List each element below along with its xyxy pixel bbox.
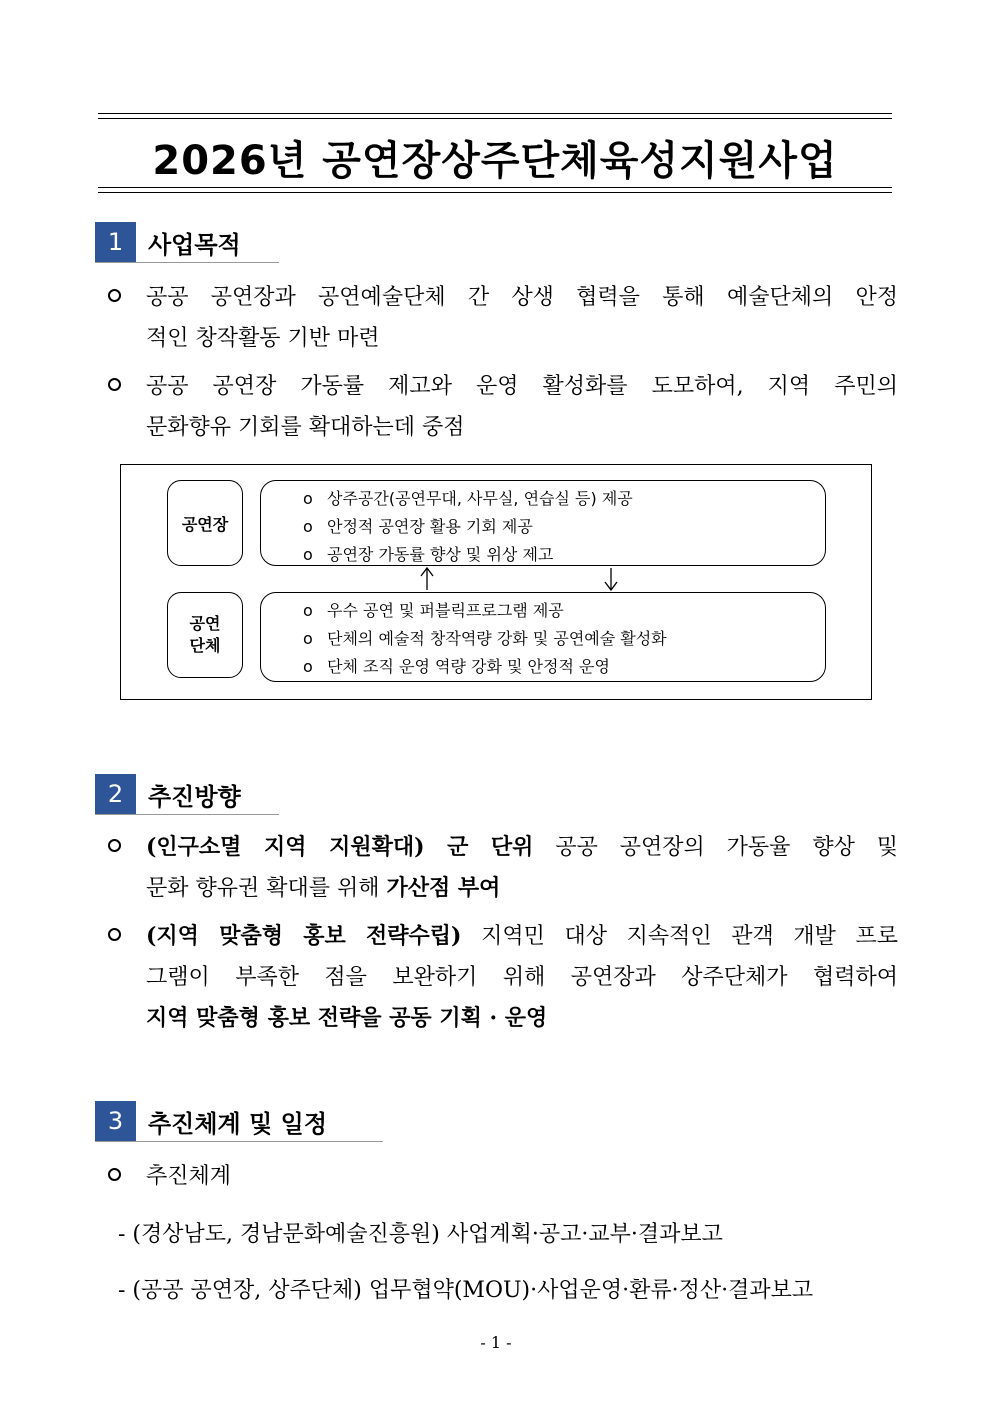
circle-bullet-icon	[108, 289, 121, 302]
venue-item: o 상주공간(공연무대, 사무실, 연습실 등) 제공	[303, 489, 633, 508]
title-top-rule-1	[98, 113, 892, 114]
bullet-line: 적인 창작활동 기반 마련	[146, 326, 380, 351]
section-underline	[95, 1141, 383, 1142]
document-title: 2026년 공연장상주단체육성지원사업	[152, 138, 838, 184]
bullet-line: 그램이 부족한 점을 보완하기 위해 공연장과 상주단체가 협력하여	[146, 965, 898, 990]
group-item: o 단체의 예술적 창작역량 강화 및 공연예술 활성화	[303, 629, 667, 648]
bullet-line: 문화향유 기회를 확대하는데 중점	[146, 415, 465, 440]
section-label: 추진방향	[148, 783, 241, 811]
cooperation-diagram	[120, 464, 872, 700]
circle-bullet-icon	[108, 839, 121, 852]
section-label: 추진체계 및 일정	[148, 1110, 327, 1138]
circle-bullet-icon	[108, 378, 121, 391]
title-block	[98, 113, 892, 195]
venue-item: o 공연장 가동률 향상 및 위상 제고	[303, 545, 554, 564]
section-number: 2	[95, 774, 136, 814]
bullet-line: (지역 맞춤형 홍보 전략수립) 지역민 대상 지속적인 관객 개발 프로	[146, 923, 898, 949]
section-underline	[95, 814, 279, 815]
section-underline	[95, 262, 279, 263]
title-top-rule-2	[98, 118, 892, 119]
section-number: 3	[95, 1101, 136, 1141]
group-tag-line: 단체	[189, 636, 221, 655]
circle-bullet-icon	[108, 928, 121, 941]
venue-tag: 공연장	[167, 480, 243, 566]
bullet-line: (인구소멸 지역 지원확대) 군 단위 공공 공연장의 가동율 향상 및	[146, 834, 898, 860]
page-number: - 1 -	[480, 1333, 512, 1352]
bullet-line: 지역 맞춤형 홍보 전략을 공동 기획 · 운영	[146, 1005, 548, 1031]
venue-item: o 안정적 공연장 활용 기회 제공	[303, 517, 533, 536]
circle-bullet-icon	[108, 1168, 121, 1181]
bullet-line: 공공 공연장과 공연예술단체 간 상생 협력을 통해 예술단체의 안정	[146, 285, 898, 310]
group-tag	[167, 592, 243, 678]
bullet-line: 추진체계	[146, 1164, 232, 1189]
group-item: o 우수 공연 및 퍼블릭프로그램 제공	[303, 601, 564, 620]
title-bottom-rule-1	[98, 187, 892, 188]
section-label: 사업목적	[148, 231, 241, 259]
system-dash-2: - (공공 공연장, 상주단체) 업무협약(MOU)·사업운영·환류·정산·결과보고	[118, 1278, 814, 1303]
group-card	[260, 592, 826, 682]
group-item: o 단체 조직 운영 역량 강화 및 안정적 운영	[303, 657, 610, 676]
group-tag-line: 공연	[189, 614, 221, 633]
section-number: 1	[95, 222, 136, 262]
system-dash-1: - (경상남도, 경남문화예술진흥원) 사업계획·공고·교부·결과보고	[118, 1222, 723, 1247]
title-bottom-rule-2	[98, 192, 892, 193]
bullet-line: 공공 공연장 가동률 제고와 운영 활성화를 도모하여, 지역 주민의	[146, 374, 898, 399]
bullet-line: 문화 향유권 확대를 위해 가산점 부여	[146, 875, 501, 901]
